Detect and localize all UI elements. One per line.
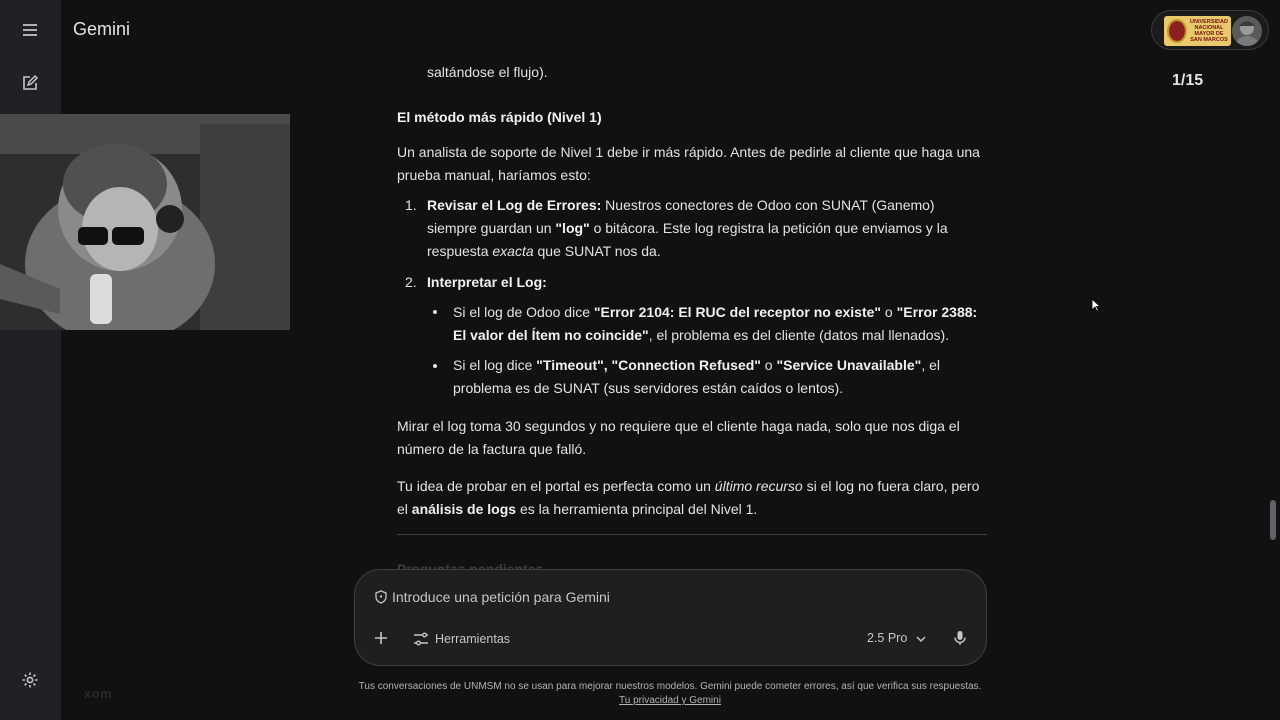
bullet-dot xyxy=(433,310,437,314)
prompt-input[interactable]: Introduce una petición para Gemini xyxy=(392,589,610,605)
section-heading: El método más rápido (Nivel 1) xyxy=(397,109,602,125)
slide-counter: 1/15 xyxy=(1172,72,1204,89)
chevron-down-icon[interactable] xyxy=(915,633,927,645)
webcam-image xyxy=(0,114,290,330)
university-seal xyxy=(1167,19,1187,43)
edit-icon xyxy=(21,74,39,92)
model-selector[interactable]: 2.5 Pro xyxy=(867,631,908,645)
list-number-1: 1. xyxy=(405,197,417,213)
menu-icon xyxy=(21,21,39,39)
account-area[interactable] xyxy=(1151,10,1269,50)
university-logo xyxy=(1164,16,1231,46)
avatar[interactable] xyxy=(1232,16,1262,46)
bullet-item-2: Si el log dice "Timeout", "Connection Refused" o "Service Unavailable", el problema es de SUNAT (sus servidores están caídos o lentos). xyxy=(453,357,940,396)
sliders-icon xyxy=(413,632,429,646)
list-number-2: 2. xyxy=(405,274,417,290)
paragraph-2: Mirar el log toma 30 segundos y no requiere que el cliente haga nada, solo que nos diga el número de la factura que falló. xyxy=(397,418,960,457)
paragraph-1: Un analista de soporte de Nivel 1 debe ir más rápido. Antes de pedirle al cliente que haga una prueba manual, haríamos esto: xyxy=(397,144,980,183)
tools-button[interactable]: Herramientas xyxy=(435,632,511,646)
mic-icon[interactable] xyxy=(953,630,967,646)
list-item-2: Interpretar el Log: xyxy=(427,274,547,290)
new-chat-button[interactable] xyxy=(15,68,45,98)
webcam-overlay xyxy=(0,114,290,330)
settings-button[interactable] xyxy=(15,665,45,695)
plus-icon[interactable] xyxy=(373,630,389,646)
menu-button[interactable] xyxy=(15,15,45,45)
list-item-1: Revisar el Log de Errores: Nuestros conectores de Odoo con SUNAT (Ganemo) siempre guardan un "log" o bitácora. Este log registra la petición que enviamos y la respuesta exacta que SUNAT nos da. xyxy=(427,197,948,259)
watermark: xom xyxy=(84,686,113,701)
university-logo-text: UNIVERSIDAD NACIONAL MAYOR DE SAN MARCOS xyxy=(1190,19,1228,43)
bullet-dot xyxy=(433,364,437,368)
footer xyxy=(340,680,1000,708)
shield-icon xyxy=(374,590,388,604)
app-title: Gemini xyxy=(73,19,131,39)
intro-tail: saltándose el flujo). xyxy=(427,64,548,80)
disclaimer: Tus conversaciones de UNMSM no se usan para mejorar nuestros modelos. Gemini puede cometer errores, así que verifica sus respuestas. xyxy=(358,681,982,692)
prompt-composer[interactable] xyxy=(354,569,987,666)
mouse-cursor-icon xyxy=(1091,298,1101,312)
divider xyxy=(397,534,987,535)
bullet-item-1: Si el log de Odoo dice "Error 2104: El RUC del receptor no existe" o "Error 2388: El valor del Ítem no coincide", el problema es del cliente (datos mal llenados). xyxy=(453,304,978,343)
paragraph-3: Tu idea de probar en el portal es perfecta como un último recurso si el log no fuera claro, pero el análisis de logs es la herramienta principal del Nivel 1. xyxy=(397,478,980,517)
scrollbar[interactable] xyxy=(1270,500,1276,540)
privacy-link[interactable]: Tu privacidad y Gemini xyxy=(619,695,721,706)
side-rail xyxy=(0,0,61,720)
gear-icon xyxy=(21,671,39,689)
